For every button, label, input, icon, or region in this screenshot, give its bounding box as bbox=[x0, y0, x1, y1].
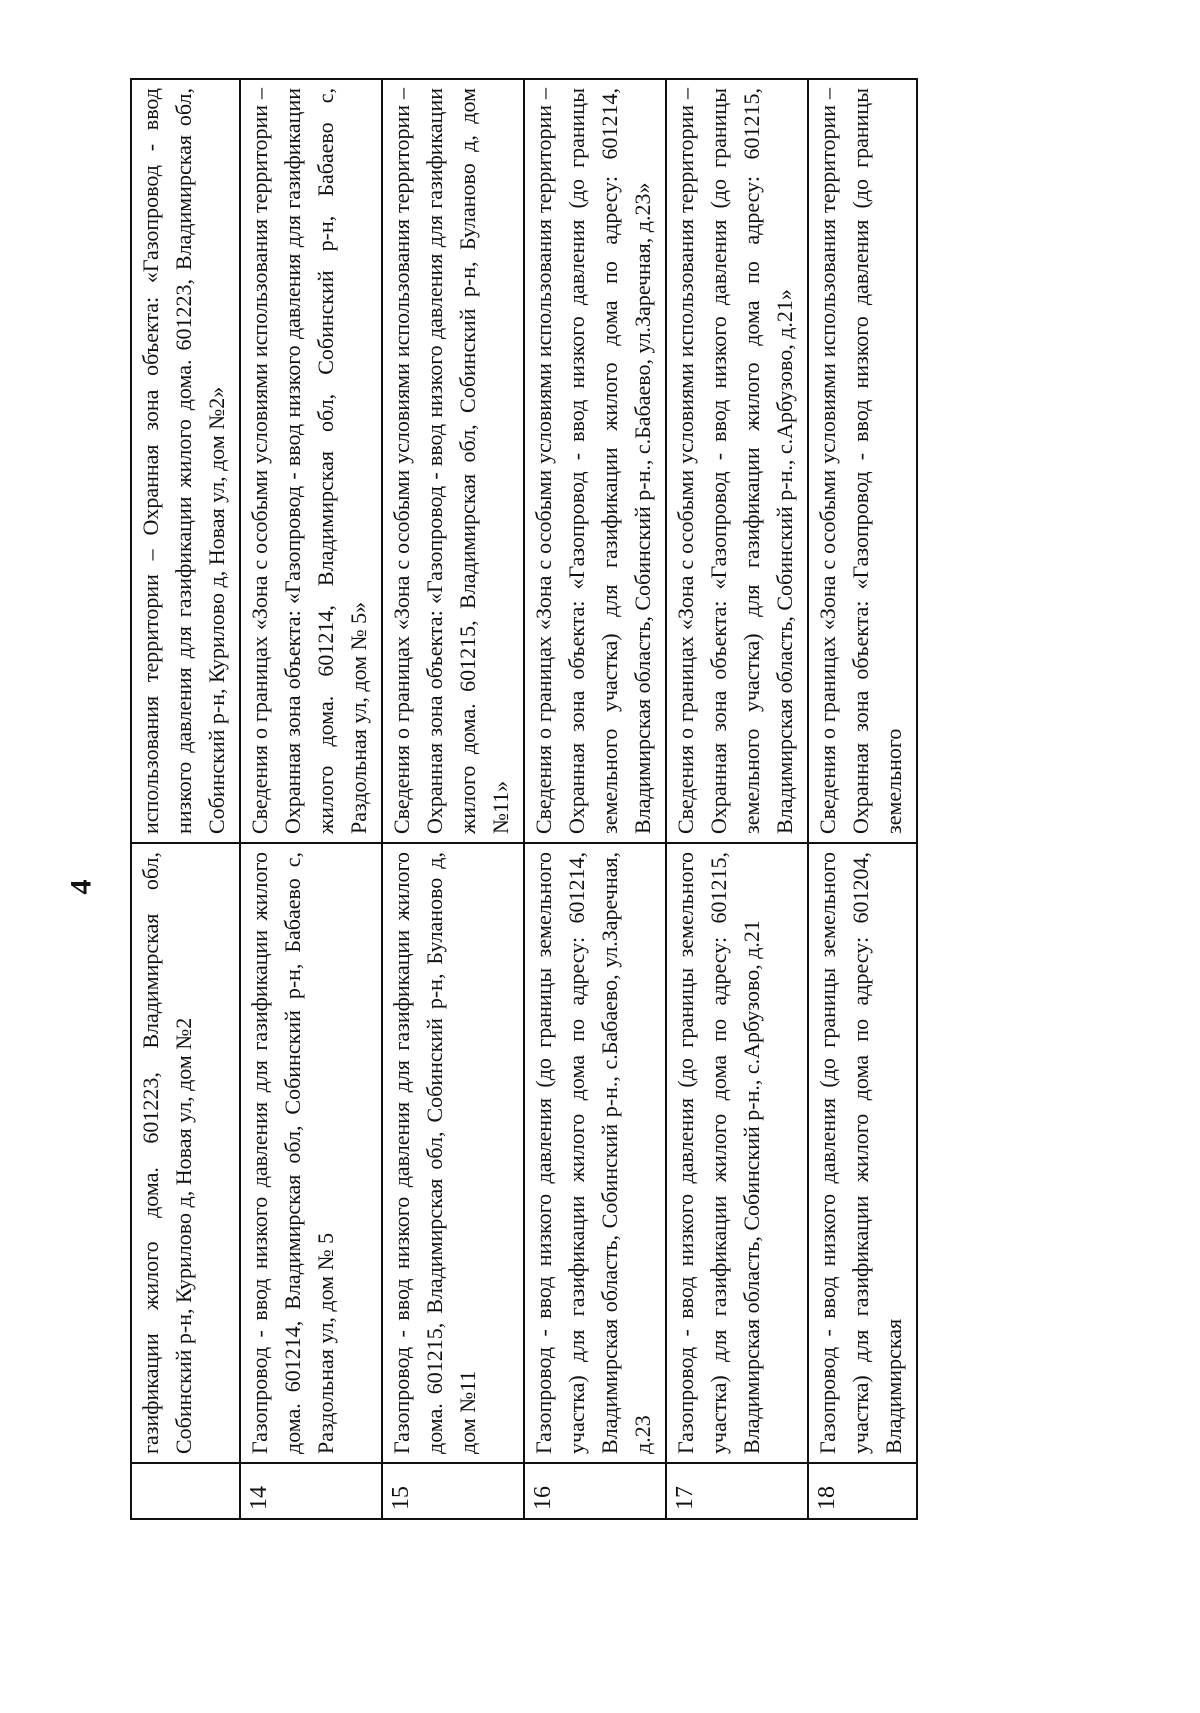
zone-info-cell: Сведения о границах «Зона с особыми условиями использования территории – Охранная зона объекта: «Газопровод - ввод низкого давления для газификации жилого дома. 601214, Владимирская обл, Собинский р-н, Бабаево с, Раздольная ул, дом № 5» bbox=[240, 79, 382, 843]
zone-info-cell: Сведения о границах «Зона с особыми условиями использования территории – Охранная зона объекта: «Газопровод - ввод низкого давления для газификации жилого дома. 601215, Владимирская обл, Собинский р-н, Буланово д, дом №11» bbox=[382, 79, 524, 843]
row-number: 14 bbox=[240, 1463, 382, 1519]
table-row bbox=[808, 79, 917, 1519]
row-number bbox=[131, 1463, 240, 1519]
row-number: 17 bbox=[666, 1463, 808, 1519]
object-name-cell: Газопровод - ввод низкого давления (до границы земельного участка) для газификации жилого дома по адресу: 601215, Владимирская область, Собинский р-н., с.Арбузово, д.21 bbox=[666, 843, 808, 1463]
row-number: 15 bbox=[382, 1463, 524, 1519]
object-name-cell: Газопровод - ввод низкого давления для газификации жилого дома. 601215, Владимирская обл, Собинский р-н, Буланово д, дом №11 bbox=[382, 843, 524, 1463]
zone-info-cell: Сведения о границах «Зона с особыми условиями использования территории – Охранная зона объекта: «Газопровод - ввод низкого давления (до границы земельного участка) для газификации жилого дома по адресу: 601214, Владимирская область, Собинский р-н., с.Бабаево, ул.Заречная, д.23» bbox=[524, 79, 666, 843]
row-number: 18 bbox=[808, 1463, 917, 1519]
rotated-table-container bbox=[130, 80, 1030, 1520]
page-number: 4 bbox=[64, 879, 98, 895]
object-name-cell: газификации жилого дома. 601223, Владимирская обл, Собинский р-н, Курилово д, Новая ул, дом №2 bbox=[131, 843, 240, 1463]
object-name-cell: Газопровод - ввод низкого давления (до границы земельного участка) для газификации жилого дома по адресу: 601204, Владимирская bbox=[808, 843, 917, 1463]
row-number: 16 bbox=[524, 1463, 666, 1519]
table-row bbox=[131, 79, 240, 1519]
object-name-cell: Газопровод - ввод низкого давления для газификации жилого дома. 601214, Владимирская обл, Собинский р-н, Бабаево с, Раздольная ул, дом № 5 bbox=[240, 843, 382, 1463]
object-name-cell: Газопровод - ввод низкого давления (до границы земельного участка) для газификации жилого дома по адресу: 601214, Владимирская область, Собинский р-н., с.Бабаево, ул.Заречная, д.23 bbox=[524, 843, 666, 1463]
table-row bbox=[240, 79, 382, 1519]
zone-info-cell: Сведения о границах «Зона с особыми условиями использования территории – Охранная зона объекта: «Газопровод - ввод низкого давления (до границы земельного bbox=[808, 79, 917, 843]
objects-table bbox=[130, 78, 918, 1520]
table-row bbox=[666, 79, 808, 1519]
zone-info-cell: использования территории – Охранная зона объекта: «Газопровод - ввод низкого давления для газификации жилого дома. 601223, Владимирская обл, Собинский р-н, Курилово д, Новая ул, дом №2» bbox=[131, 79, 240, 843]
table-row bbox=[382, 79, 524, 1519]
table-row bbox=[524, 79, 666, 1519]
zone-info-cell: Сведения о границах «Зона с особыми условиями использования территории – Охранная зона объекта: «Газопровод - ввод низкого давления (до границы земельного участка) для газификации жилого дома по адресу: 601215, Владимирская область, Собинский р-н., с.Арбузово, д.21» bbox=[666, 79, 808, 843]
